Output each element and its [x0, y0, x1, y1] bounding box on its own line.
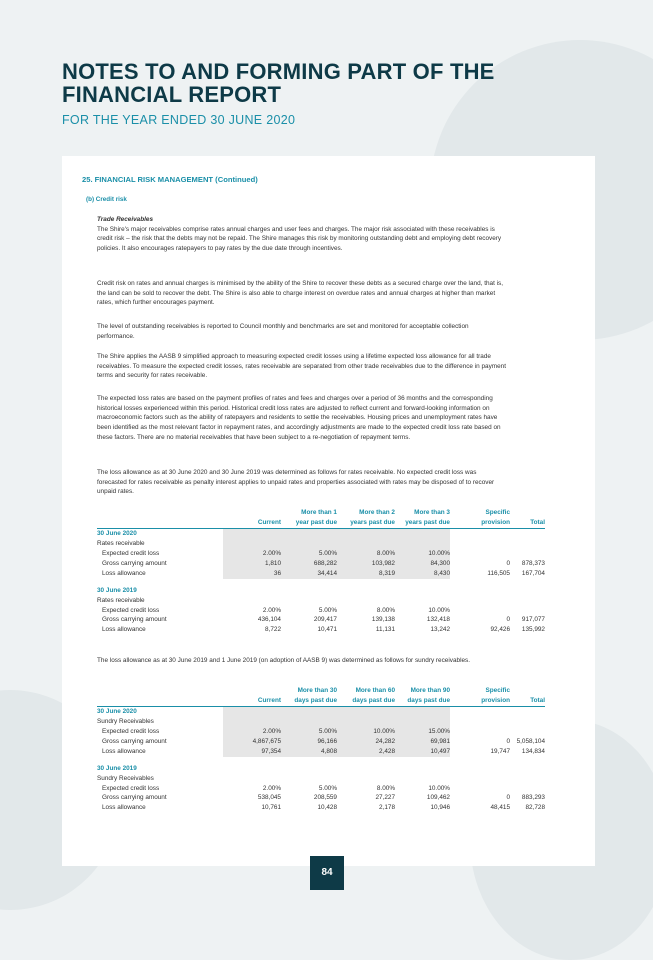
table-cell — [395, 764, 450, 774]
column-header — [337, 686, 395, 707]
table-cell — [337, 596, 395, 606]
table-cell — [395, 539, 450, 549]
table-cell — [337, 774, 395, 784]
table-cell: 2,178 — [379, 804, 395, 812]
paragraph: Credit risk on rates and annual charges is minimised by the ability of the Shire to recover these debts as a secured charge over the land, that is, the land can be sold to recover the debt. The Shire is also able to charge interest on overdue rates and annual charges at higher than market rates, which further encourages payment. — [97, 280, 504, 307]
table-cell: 878,373 — [521, 559, 545, 567]
table-cell — [510, 586, 545, 596]
table-cell: 34,414 — [281, 569, 337, 579]
table-cell — [510, 727, 545, 737]
table-cell: 8.00% — [376, 606, 395, 614]
table-cell — [223, 774, 281, 784]
table-category-row — [97, 596, 545, 606]
row-label: Expected credit loss — [102, 550, 160, 557]
column-header — [395, 686, 450, 707]
table-cell: 27,227 — [375, 794, 395, 802]
table-cell: 8.00% — [337, 549, 395, 559]
table-cell — [223, 707, 281, 717]
paragraph-title: Trade Receivables — [97, 216, 154, 223]
table-cell: 688,282 — [281, 559, 337, 569]
table-cell: 0 — [506, 616, 510, 624]
column-header — [281, 686, 337, 707]
paragraph: The expected loss rates are based on the payment profiles of rates and fees and charges over a period of 36 months and the corresponding historical losses experienced within this period. Historical credit loss rates are adjusted to reflect current and forward-looking information on macroeconomic factors such as the ability of ratepayers and residents to settle the receivables. Housing prices and unemployment rates have been identified as the most relevant factor in repayment rates, and accordingly adjustments are made to the expected credit loss rate based on these factors. There are no material receivables that have been subject to a re-negotiation of repayment terms. — [97, 395, 501, 441]
table-cell: 5.00% — [281, 549, 337, 559]
table-cell: 883,293 — [521, 794, 545, 802]
table-cell: 538,045 — [257, 794, 281, 802]
table-cell — [510, 707, 545, 717]
column-header-line: days past due — [352, 696, 395, 704]
table-cell: 134,834 — [521, 747, 545, 755]
table-year-row — [97, 586, 545, 596]
table-year-row — [97, 707, 545, 717]
table-cell: 10,761 — [261, 804, 281, 812]
row-label: Gross carrying amount — [102, 559, 167, 567]
table-cell: 4,867,675 — [223, 737, 281, 747]
table-cell — [510, 764, 545, 774]
table-header-row — [97, 508, 545, 529]
table-cell — [281, 596, 337, 606]
table-cell: 8,722 — [265, 626, 281, 634]
table-cell: 5.00% — [281, 727, 337, 737]
column-header — [450, 508, 510, 529]
content-panel — [62, 156, 595, 866]
table-category-row — [97, 717, 545, 727]
category-label: Rates receivable — [97, 596, 145, 604]
table-spacer-row — [97, 757, 545, 764]
table-cell — [510, 784, 545, 794]
page-title — [62, 60, 633, 106]
table-spacer-row — [97, 579, 545, 586]
table-cell: 0 — [506, 737, 510, 745]
table-cell: 8,430 — [395, 569, 450, 579]
paragraph-trade-receivables — [97, 215, 507, 254]
table-cell: 10,946 — [430, 804, 450, 812]
table-cell — [395, 774, 450, 784]
column-header — [510, 686, 545, 707]
section-heading: 25. FINANCIAL RISK MANAGEMENT (Continued) — [82, 175, 258, 184]
table-cell — [223, 586, 281, 596]
table-row — [97, 737, 545, 747]
column-header-line: Current — [257, 696, 281, 704]
column-header-line: More than 60 — [355, 687, 395, 694]
table-cell: 917,077 — [521, 616, 545, 624]
table-cell: 5.00% — [318, 606, 337, 614]
table-cell — [281, 529, 337, 539]
table-cell: 209,417 — [313, 616, 337, 624]
column-header-line: years past due — [350, 518, 395, 526]
table-cell — [281, 764, 337, 774]
table-row — [97, 793, 545, 803]
table-cell: 5,058,104 — [516, 737, 545, 745]
table-cell: 2.00% — [262, 784, 281, 792]
spacer-cell — [97, 579, 545, 586]
category-label: Sundry Receivables — [97, 774, 154, 782]
table-cell — [281, 774, 337, 784]
paragraph: The level of outstanding receivables is reported to Council monthly and benchmarks are set and monitored for acceptable collection performance. — [97, 323, 469, 340]
category-label: Sundry Receivables — [97, 718, 154, 726]
table-cell: 2,428 — [337, 747, 395, 757]
table-cell — [450, 529, 510, 539]
table-cell: 10.00% — [428, 784, 450, 792]
column-header — [223, 508, 281, 529]
header-cell-blank — [97, 508, 223, 529]
year-label: 30 June 2020 — [97, 530, 137, 538]
table-cell — [510, 549, 545, 559]
table-cell — [450, 764, 510, 774]
rates-receivable-table — [97, 508, 545, 635]
header-cell-blank — [97, 686, 223, 707]
table-cell — [450, 606, 510, 616]
table-cell: 5.00% — [318, 784, 337, 792]
page-number: 84 — [310, 856, 344, 890]
table-cell: 36 — [223, 569, 281, 579]
table-cell: 10.00% — [337, 727, 395, 737]
table-cell — [450, 784, 510, 794]
table-row — [97, 615, 545, 625]
page-title-line2: FINANCIAL REPORT — [62, 82, 282, 107]
column-header-line: More than 30 — [297, 687, 337, 694]
row-label: Loss allowance — [102, 626, 146, 634]
table-cell — [337, 586, 395, 596]
table-row — [97, 569, 545, 579]
table-cell: 116,505 — [487, 569, 510, 577]
table-cell: 10,428 — [317, 804, 337, 812]
table-cell — [395, 529, 450, 539]
table-cell — [337, 717, 395, 727]
table-row — [97, 784, 545, 794]
table-cell — [281, 717, 337, 727]
table-cell — [450, 539, 510, 549]
table-cell — [510, 529, 545, 539]
spacer-cell — [97, 757, 545, 764]
table-row — [97, 559, 545, 569]
column-header-line: provision — [481, 696, 510, 704]
table-cell — [395, 717, 450, 727]
page-subtitle: FOR THE YEAR ENDED 30 JUNE 2020 — [62, 113, 296, 127]
table-cell: 10,497 — [395, 747, 450, 757]
table-cell: 84,300 — [395, 559, 450, 569]
column-header-line: More than 3 — [414, 509, 450, 516]
table-cell — [337, 539, 395, 549]
paragraph: The Shire applies the AASB 9 simplified approach to measuring expected credit losses using a lifetime expected loss allowance for all trade receivables. To measure the expected credit losses, rates receivable are separated from other trade receivables due to the difference in payment terms and security for rates receivable. — [97, 353, 506, 380]
table-row — [97, 727, 545, 737]
table-cell — [395, 707, 450, 717]
row-label: Gross carrying amount — [102, 794, 167, 802]
column-header-line: Specific — [485, 509, 510, 516]
table-row — [97, 606, 545, 616]
table-cell: 82,728 — [525, 804, 545, 812]
table-year-row — [97, 764, 545, 774]
column-header-line: days past due — [294, 696, 337, 704]
table-cell: 103,982 — [337, 559, 395, 569]
column-header — [510, 508, 545, 529]
column-header-line: More than 90 — [410, 687, 450, 694]
table-cell: 0 — [506, 559, 510, 567]
row-label: Expected credit loss — [102, 728, 160, 735]
column-header-line: year past due — [295, 518, 337, 526]
table-cell: 4,808 — [281, 747, 337, 757]
table-cell — [223, 764, 281, 774]
column-header-line: More than 2 — [359, 509, 395, 516]
table-cell: 69,981 — [395, 737, 450, 747]
page-header — [62, 60, 633, 127]
row-label: Gross carrying amount — [102, 737, 167, 745]
column-header — [337, 508, 395, 529]
table-cell — [450, 586, 510, 596]
paragraph: The loss allowance as at 30 June 2020 and 30 June 2019 was determined as follows for rates receivable. No expected credit loss was forecasted for rates receivable as penalty interest applies to unpaid rates and properties associated with rates may be disposed of to recover unpaid rates. — [97, 469, 495, 496]
table-row — [97, 803, 545, 813]
table-row — [97, 625, 545, 635]
table-cell: 13,242 — [430, 626, 450, 634]
column-header — [395, 508, 450, 529]
year-label: 30 June 2019 — [97, 764, 137, 772]
column-header-line: provision — [481, 518, 510, 526]
page-title-line1: NOTES TO AND FORMING PART OF THE — [62, 59, 495, 84]
table-cell: 24,282 — [337, 737, 395, 747]
row-label: Loss allowance — [102, 747, 146, 755]
table-cell: 92,426 — [490, 626, 510, 634]
paragraph-text: The Shire's major receivables comprise rates annual charges and user fees and charges. The major risk associated with these receivables is credit risk – the risk that the debts may not be repaid. The Shire manages this risk by monitoring outstanding debt and employing debt recovery policies. It also encourages ratepayers to pay rates by the due date through incentives. — [97, 225, 502, 253]
table-cell — [450, 596, 510, 606]
table-header-row — [97, 686, 545, 707]
table-cell: 132,418 — [426, 616, 450, 624]
row-label: Expected credit loss — [102, 784, 160, 792]
table-cell: 10.00% — [428, 606, 450, 614]
table-cell — [223, 596, 281, 606]
table-cell: 2.00% — [262, 606, 281, 614]
table-cell — [281, 586, 337, 596]
row-label: Expected credit loss — [102, 606, 160, 614]
table-cell — [281, 707, 337, 717]
table-cell — [223, 539, 281, 549]
table-cell: 96,166 — [281, 737, 337, 747]
category-label: Rates receivable — [97, 540, 145, 548]
table-cell — [450, 549, 510, 559]
table-cell — [337, 707, 395, 717]
table-cell — [450, 774, 510, 784]
column-header — [223, 686, 281, 707]
table-cell — [450, 707, 510, 717]
table-cell: 8,319 — [337, 569, 395, 579]
table-cell: 2.00% — [223, 727, 281, 737]
year-label: 30 June 2019 — [97, 586, 137, 594]
table-cell — [337, 764, 395, 774]
table-cell: 139,138 — [371, 616, 395, 624]
table-cell — [395, 596, 450, 606]
year-label: 30 June 2020 — [97, 708, 137, 716]
row-label: Loss allowance — [102, 804, 146, 812]
table-category-row — [97, 774, 545, 784]
table-row — [97, 747, 545, 757]
table-cell: 0 — [506, 794, 510, 802]
table-cell: 109,462 — [426, 794, 450, 802]
table-cell: 436,104 — [257, 616, 281, 624]
table-year-row — [97, 529, 545, 539]
table-cell — [510, 717, 545, 727]
table-cell — [510, 774, 545, 784]
row-label: Loss allowance — [102, 569, 146, 577]
row-label: Gross carrying amount — [102, 616, 167, 624]
sundry-receivables-table — [97, 686, 545, 813]
table-cell — [450, 717, 510, 727]
column-header-line: More than 1 — [301, 509, 337, 516]
table-cell: 10,471 — [317, 626, 337, 634]
column-header-line: Total — [530, 518, 545, 526]
table-cell — [450, 727, 510, 737]
table-cell: 15.00% — [395, 727, 450, 737]
column-header — [281, 508, 337, 529]
table-category-row — [97, 539, 545, 549]
table-cell — [510, 606, 545, 616]
table-cell — [395, 586, 450, 596]
table-cell — [510, 539, 545, 549]
table-cell: 10.00% — [395, 549, 450, 559]
column-header-line: days past due — [407, 696, 450, 704]
table-cell: 135,992 — [521, 626, 545, 634]
table-row — [97, 549, 545, 559]
table-cell: 2.00% — [223, 549, 281, 559]
column-header-line: Current — [257, 518, 281, 526]
table-cell: 208,559 — [313, 794, 337, 802]
table-cell: 11,131 — [375, 626, 395, 634]
table-cell — [281, 539, 337, 549]
column-header-line: years past due — [405, 518, 450, 526]
paragraph: The loss allowance as at 30 June 2019 and 1 June 2019 (on adoption of AASB 9) was determined as follows for sundry receivables. — [97, 657, 471, 664]
column-header-line: Total — [530, 696, 545, 704]
table-cell — [223, 529, 281, 539]
table-cell: 97,354 — [223, 747, 281, 757]
table-cell: 167,704 — [521, 569, 545, 577]
table-cell: 19,747 — [490, 747, 510, 755]
table-cell — [510, 596, 545, 606]
subsection-heading: (b) Credit risk — [86, 196, 127, 203]
column-header-line: Specific — [485, 687, 510, 694]
table-cell — [337, 529, 395, 539]
column-header — [450, 686, 510, 707]
table-cell: 48,415 — [490, 804, 510, 812]
table-cell: 8.00% — [376, 784, 395, 792]
table-cell: 1,810 — [223, 559, 281, 569]
table-cell — [223, 717, 281, 727]
